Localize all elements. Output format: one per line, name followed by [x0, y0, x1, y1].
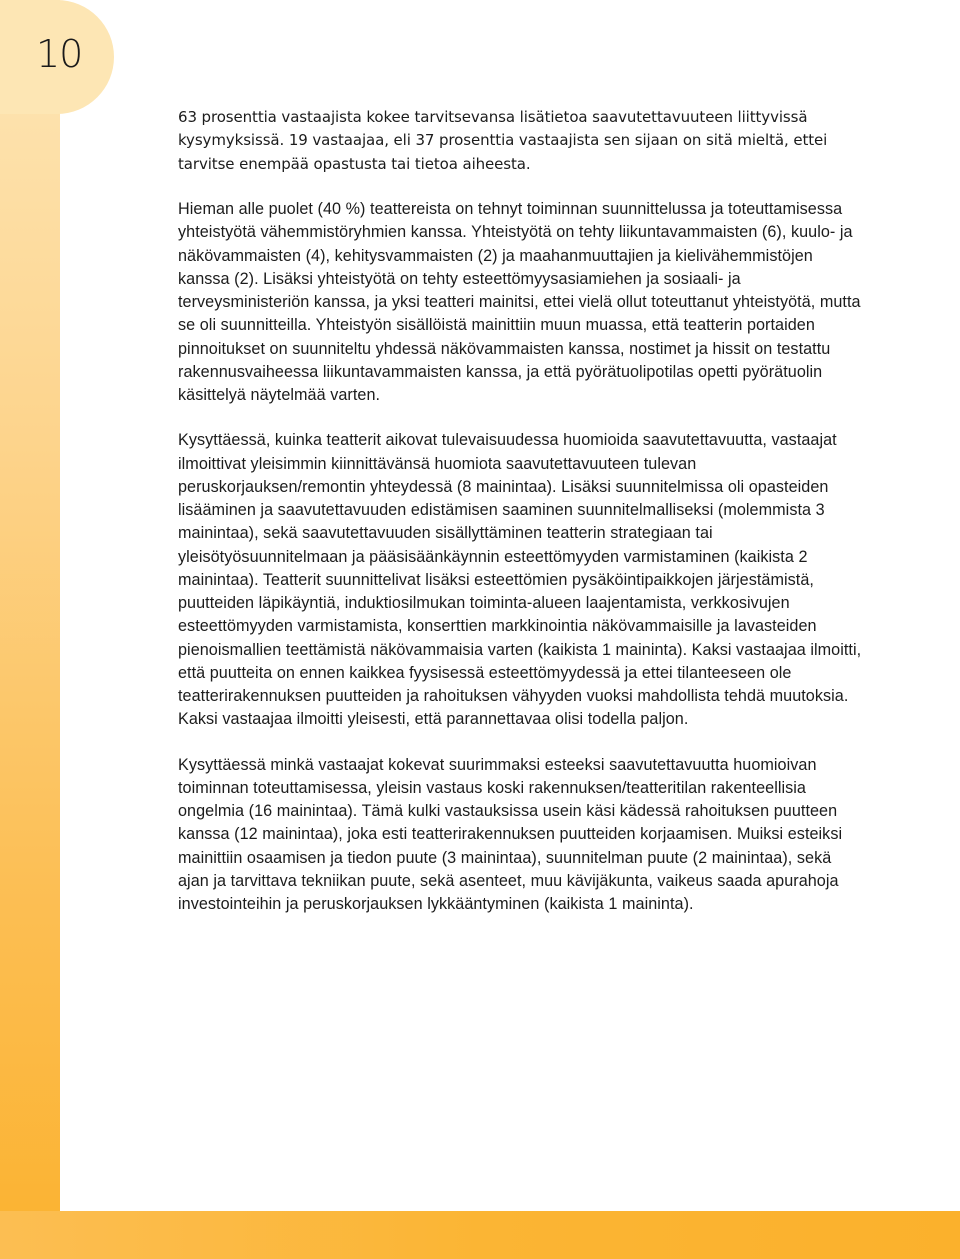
paragraph-future-plans: Kysyttäessä, kuinka teatterit aikovat tulevaisuudessa huomioida saavutettavuutta, vastaajat ilmoittivat yleisimmin kiinnittävänsä huomiota saavutettavuuteen tulevan peruskorjauksen/remontin yhteydessä (8 mainintaa). Lisäksi suunnitelmissa oli opasteiden lisääminen ja saavutettavuuden edistämisen saaminen suunnitelmalliseksi (molemmista 3 mainintaa), sekä saavutettavuuden sisällyttäminen teatterin strategiaan tai yleisötyösuunnitelmaan ja pääsisäänkäynnin esteettömyyden varmistaminen (kaikista 2 mainintaa). Teatterit suunnittelivat lisäksi esteettömien pysäköintipaikkojen järjestämistä, puutteiden läpikäyntiä, induktiosilmukan toiminta-alueen laajentamista, verkkosivujen esteettömyyden varmistamista, konserttien markkinointia näkövammaisille ja lavasteiden pienoismallien teettämistä näkövammaisia varten (kaikista 1 maininta). Kaksi vastaajaa ilmoitti, että puutteita on ennen kaikkea fyysisessä esteettömyydessä ja ettei tilanteeseen ole teatterirakennuksen puutteiden ja rahoituksen vähyyden vuoksi mahdollista tehdä muutoksia. Kaksi vastaajaa ilmoitti yleisesti, että parannettavaa olisi todella paljon.	[178, 431, 862, 729]
article-body	[178, 106, 864, 938]
page-number-tab	[0, 0, 114, 114]
page-number: 10	[36, 32, 83, 76]
paragraph-obstacles: Kysyttäessä minkä vastaajat kokevat suurimmaksi esteeksi saavutettavuutta huomioivan toiminnan toteuttamisessa, yleisin vastaus koski rakennuksen/teatteritilan rakenteellisia ongelmia (16 mainintaa). Tämä kulki vastauksissa usein käsi kädessä rahoituksen puutteen kanssa (12 mainintaa), joka esti teatterirakennuksen puutteiden korjaamisen. Muiksi esteiksi mainittiin osaamisen ja tiedon puute (3 mainintaa), suunnitelman puute (2 mainintaa), sekä ajan ja tarvittava tekniikan puute, sekä asenteet, muu kävijäkunta, vaikeus saada apurahoja investointeihin ja peruskorjauksen lykkääntyminen (kaikista 1 maininta).	[178, 755, 843, 914]
paragraph-minority-cooperation: Hieman alle puolet (40 %) teattereista on tehnyt toiminnan suunnittelussa ja toteuttamisessa yhteistyötä vähemmistöryhmien kanssa. Yhteistyötä on tehty liikuntavammaisten (6), kuulo- ja näkövammaisten (4), kehitysvammaisten (2) ja maahanmuuttajien ja kielivähemmistöjen kanssa (2). Lisäksi yhteistyötä on tehty esteettömyysasiamiehen ja sosiaali- ja terveysministeriön kanssa, ja yksi teatteri mainitsi, ettei vielä ollut toteuttanut yhteistyötä, mutta se oli suunnitteilla. Yhteistyön sisällöistä mainittiin muun muassa, että teatterin portaiden pinnoitukset on suunniteltu yhdessä näkövammaisten kanssa, nostimet ja hissit on testattu rakennusvaiheessa liikuntavammaisten kanssa, ja että pyörätuolipotilas opetti pyörätuolin käsittelyä näytelmää varten.	[178, 200, 861, 405]
bottom-color-bar	[0, 1211, 960, 1259]
page-tab-cutout	[60, 114, 114, 168]
frame-inner-corner	[60, 1163, 108, 1211]
side-color-bar	[0, 0, 60, 1259]
paragraph-guidance-need: 63 prosenttia vastaajista kokee tarvitsevansa lisätietoa saavutettavuuteen liittyvissä kysymyksissä. 19 vastaajaa, eli 37 prosenttia vastaajista sen sijaan on sitä mieltä, ettei tarvitse enempää opastusta tai tietoa aiheesta.	[178, 108, 828, 173]
